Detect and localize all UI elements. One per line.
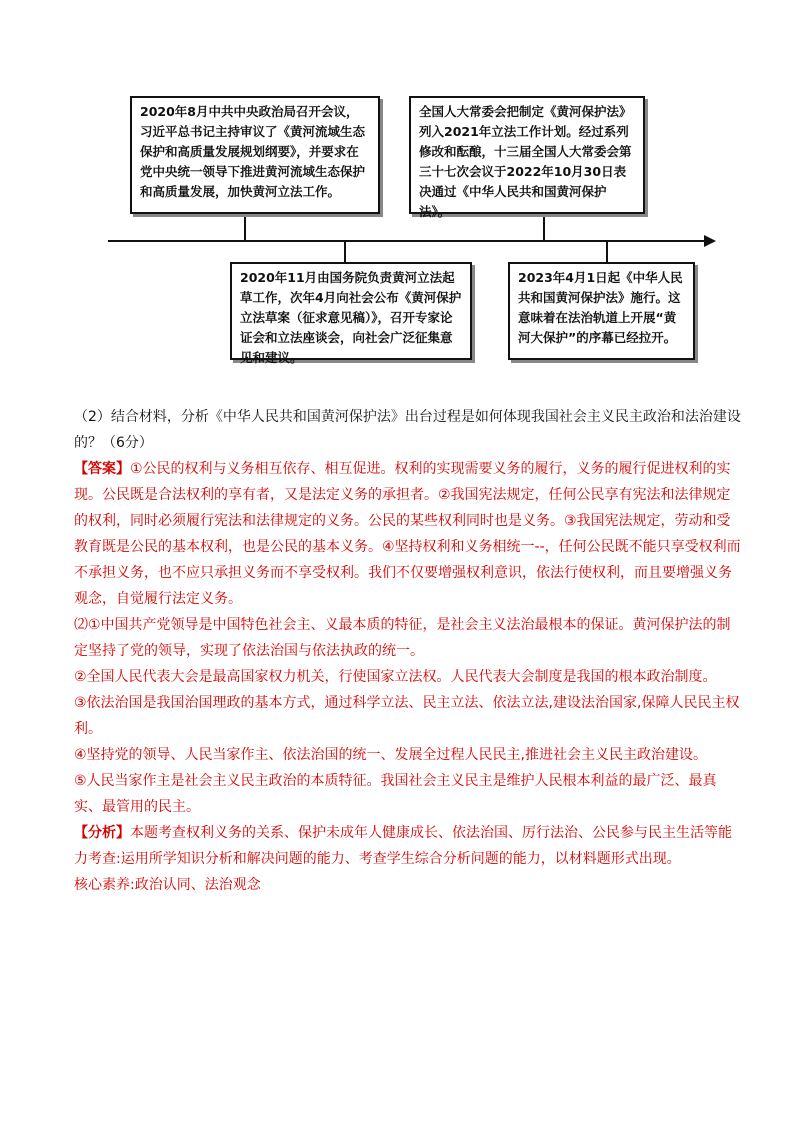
answer-paragraph-3: ②全国人民代表大会是最高国家权力机关，行使国家立法权。人民代表大会制度是我国的根本政治制度。 [74, 669, 717, 685]
answer-section [74, 456, 744, 898]
analysis-label: 【分析】 [74, 825, 130, 841]
event-box-2020-08: 2020年8月中共中央政治局召开会议，习近平总书记主持审议了《黄河流域生态保护和高质量发展规划纲要》，并要求在党中央统一领导下推进黄河流域生态保护和高质量发展，加快黄河立法工作。 [130, 96, 380, 214]
event-box-2022-10: 全国人大常委会把制定《黄河保护法》列入2021年立法工作计划。经过系列修改和酝酿，十三届全国人大常委会第三十七次会议于2022年10月30日表决通过《中华人民共和国黄河保护法》。 [409, 96, 645, 214]
timeline-diagram [0, 0, 800, 380]
analysis-paragraph: 本题考查权利义务的关系、保护未成年人健康成长、依法治国、厉行法治、公民参与民主生活等能力考查:运用所学知识分析和解决问题的能力、考查学生综合分析问题的能力，以材料题形式出现。 [74, 825, 732, 867]
question-text: （2）结合材料，分析《中华人民共和国黄河保护法》出台过程是如何体现我国社会主义民主政治和法治建设的？（6分） [74, 409, 741, 451]
core-literacy-line: 核心素养:政治认同、法治观念 [74, 877, 261, 893]
event-box-2023-04: 2023年4月1日起《中华人民共和国黄河保护法》施行。这意味着在法治轨道上开展“黄河大保护”的序幕已经拉开。 [508, 262, 695, 360]
connector-top-1 [244, 214, 246, 241]
answer-paragraph-5: ④坚持党的领导、人民当家作主、依法治国的统一、发展全过程人民民主,推进社会主义民主政治建设。 [74, 747, 707, 763]
connector-bottom-1 [344, 241, 346, 263]
answer-paragraph-1: ①公民的权利与义务相互依存、相互促进。权利的实现需要义务的履行，义务的履行促进权利的实现。公民既是合法权利的享有者，又是法定义务的承担者。②我国宪法规定，任何公民享有宪法和法律规定的权利，同时必须履行宪法和法律规定的义务。公民的某些权利同时也是义务。③我国宪法规定，劳动和受教育既是公民的基本权利，也是公民的基本义务。④坚持权利和义务相统一--，任何公民既不能只享受权利而不承担义务，也不应只承担义务而不享受权利。我们不仅要增强权利意识，依法行使权利，而且要增强义务观念，自觉履行法定义务。 [74, 461, 741, 607]
answer-paragraph-6: ⑤人民当家作主是社会主义民主政治的本质特征。我国社会主义民主是维护人民根本利益的最广泛、最真实、最管用的民主。 [74, 773, 717, 815]
timeline-arrow-icon [704, 235, 716, 247]
event-box-2020-11: 2020年11月由国务院负责黄河立法起草工作，次年4月向社会公布《黄河保护立法草案（征求意见稿）》，召开专家论证会和立法座谈会，向社会广泛征集意见和建议。 [230, 262, 472, 360]
connector-bottom-2 [606, 241, 608, 263]
answer-label: 【答案】 [74, 461, 130, 477]
answer-paragraph-4: ③依法治国是我国治国理政的基本方式，通过科学立法、民主立法、依法立法,建设法治国家,保障人民民主权利。 [74, 695, 740, 737]
connector-top-2 [543, 214, 545, 241]
answer-paragraph-2: ⑵①中国共产党领导是中国特色社会主、义最本质的特征，是社会主义法治最根本的保证。黄河保护法的制定坚持了党的领导，实现了依法治国与依法执政的统一。 [74, 617, 731, 659]
timeline-axis [108, 240, 706, 242]
